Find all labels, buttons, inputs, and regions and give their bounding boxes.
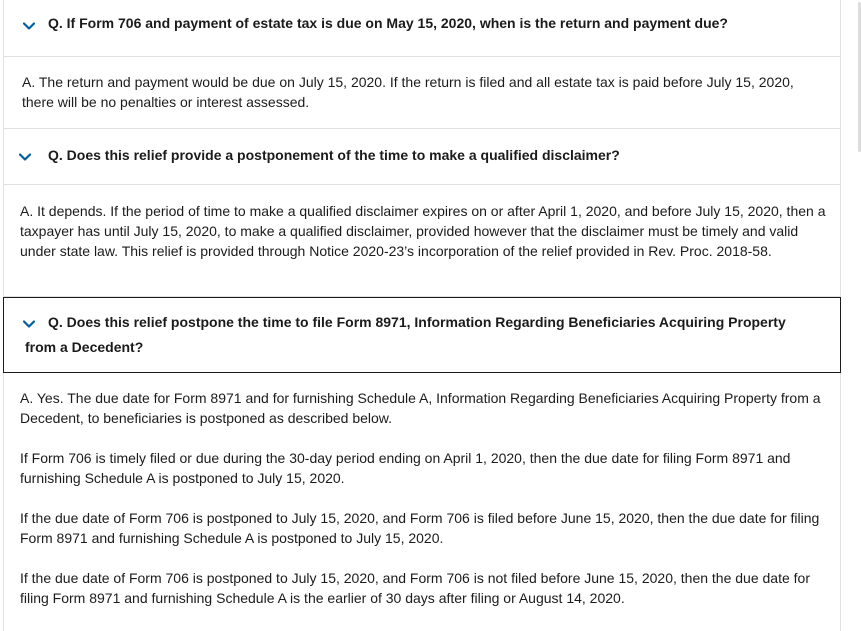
faq-question-text: Q. If Form 706 and payment of estate tax is due on May 15, 2020, when is the return and payment due? xyxy=(48,15,728,31)
faq-question-3[interactable] xyxy=(3,297,841,373)
faq-answer-1 xyxy=(3,57,841,129)
faq-accordion xyxy=(3,0,841,631)
faq-answer-paragraph: If the due date of Form 706 is postponed to July 15, 2020, and Form 706 is filed before June 15, 2020, then the due date for filing Form 8971 and furnishing Schedule A is postponed to July 15, 2020. xyxy=(20,510,820,546)
chevron-down-icon xyxy=(23,21,35,31)
faq-answer-paragraph: If Form 706 is timely filed or due during the 30-day period ending on April 1, 2020, then the due date for filing Form 8971 and furnishing Schedule A is postponed to July 15, 2020. xyxy=(20,450,791,486)
faq-answer-paragraph: A. It depends. If the period of time to make a qualified disclaimer expires on or after April 1, 2020, and before July 15, 2020, then a taxpayer has until July 15, 2020, to make a qualified disclaimer, provided however that the disclaimer must be timely and valid under state law. This relief is provided through Notice 2020-23’s incorporation of the relief provided in Rev. Proc. 2018-58. xyxy=(20,203,826,259)
faq-answer-2 xyxy=(3,185,841,297)
faq-question-text: Q. Does this relief provide a postponement of the time to make a qualified disclaimer? xyxy=(48,147,620,163)
faq-answer-paragraph: If the due date of Form 706 is postponed to July 15, 2020, and Form 706 is not filed before June 15, 2020, then the due date for filing Form 8971 and furnishing Schedule A is the earlier of 30 days after filing or August 14, 2020. xyxy=(20,570,810,606)
faq-answer-3 xyxy=(3,373,841,631)
faq-answer-paragraph: A. Yes. The due date for Form 8971 and for furnishing Schedule A, Information Regarding Beneficiaries Acquiring Property from a Decedent, to beneficiaries is postponed as described below. xyxy=(20,390,821,426)
chevron-down-icon xyxy=(23,319,35,329)
faq-question-text: Q. Does this relief postpone the time to file Form 8971, Information Regarding Beneficiaries Acquiring Property from a Decedent? xyxy=(25,314,786,355)
faq-question-1[interactable] xyxy=(3,0,841,57)
scrollbar[interactable] xyxy=(844,0,861,631)
faq-answer-paragraph: A. The return and payment would be due on July 15, 2020. If the return is filed and all estate tax is paid before July 15, 2020, there will be no penalties or interest assessed. xyxy=(22,74,794,110)
faq-question-2[interactable] xyxy=(3,129,841,185)
chevron-down-icon xyxy=(19,152,31,162)
